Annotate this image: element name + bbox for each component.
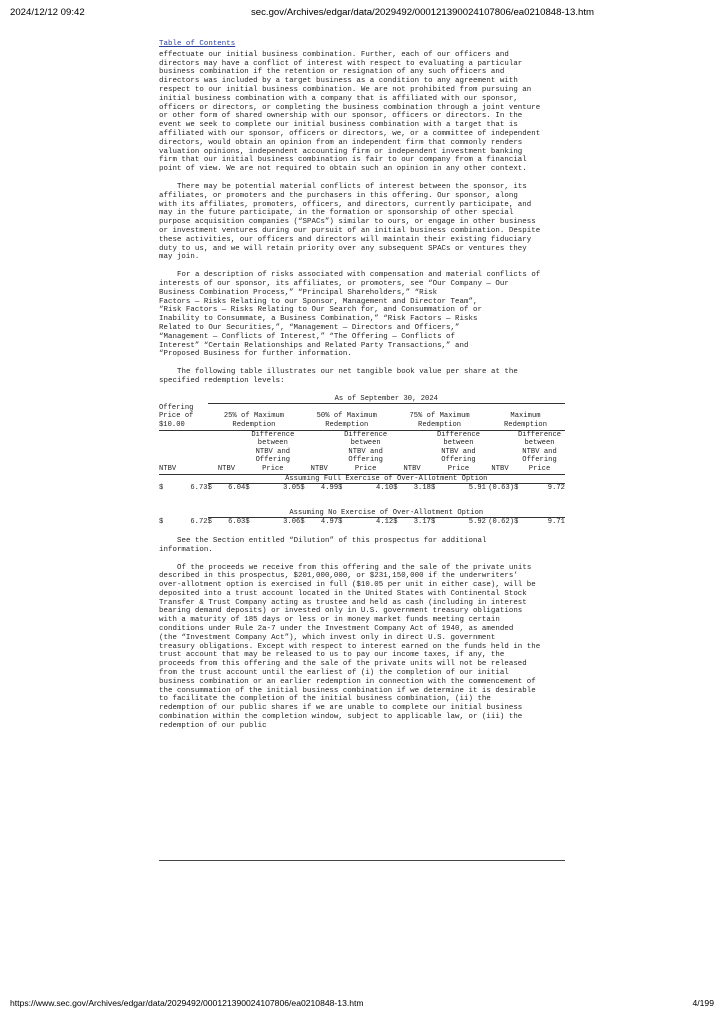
table-col-ntbv: NTBV <box>393 430 431 474</box>
currency-sign: $ <box>300 484 305 493</box>
table-col-difference: Difference between NTBV and Offering Price <box>338 430 393 474</box>
browser-print-footer <box>10 998 714 1008</box>
table-col-ntbv: NTBV <box>159 430 208 474</box>
currency-sign: $ <box>207 484 212 493</box>
table-cell: 6.03 <box>228 518 246 527</box>
paragraph-trust-account: Of the proceeds we receive from this offering and the sale of the private units described in this prospectus, $201,000,000, or $231,150,000 if the underwriters’ over-allotment option is exercised in full ($10.05 per unit in either case), will be deposited into a trust account located in the United States with Continental Stock Transfer & Trust Company acting as trustee and held as cash (including in interest bearing demand deposits) or invested only in U.S. government treasury obligations with a maturity of 185 days or less or in money market funds meeting certain conditions under Rule 2a-7 under the Investment Company Act of 1940, as amended (the “Investment Company Act”), which invest only in direct U.S. government treasury obligations. Except with respect to interest earned on the funds held in the trust account that may be released to us to pay our income taxes, if any, the proceeds from this offering and the sale of the private units will not be released from the trust account until the earliest of (i) the completion of our initial business combination or an earlier redemption in connection with the commencement of the consummation of the initial business combination if we determine it is desirable to facilitate the completion of the initial business combination, (ii) the redemption of our public shares if we are unable to complete our initial business combination within the completion window, subject to applicable law, or (iii) the redemption of our public <box>159 563 541 730</box>
currency-sign: $ <box>245 484 250 493</box>
table-cell: 6.73 <box>190 484 208 493</box>
table-col-ntbv: NTBV <box>300 430 338 474</box>
table-row-no-exercise <box>159 518 565 527</box>
page-bottom-rule <box>159 860 565 861</box>
table-offering-price: Offering Price of $10.00 <box>159 404 208 430</box>
paragraph-dilution-ref: See the Section entitled “Dilution” of this prospectus for additional information. <box>159 536 487 554</box>
table-row-full-exercise <box>159 484 565 493</box>
currency-sign: $ <box>393 484 398 493</box>
table-cell: 5.91 <box>468 484 486 493</box>
table-cell: 6.04 <box>228 484 246 493</box>
ntbv-table <box>159 395 565 527</box>
table-cell: 4.99 <box>320 484 339 493</box>
table-cell: (0.63) <box>488 484 515 493</box>
paragraph-risk-description: For a description of risks associated with compensation and material conflicts of interests of our sponsor, its affiliates, or promoters, see “Our Company — Our Business Combination Process,” “Principal Shareholders,” “Risk Factors — Risks Relating to our Sponsor, Management and Director Team”, “Risk Factors — Risks Relating to Our Search for, and Consummation of or Inability to Consummate, a Business Combination,” “Risk Factors — Risks Related to Our Securities,”, “Management — Directors and Officers,” “Management — Conflicts of Interest,” “The Offering — Conflicts of Interest” “Certain Relationships and Related Party Transactions,” and “Proposed Business for further information. <box>159 271 541 359</box>
table-cell: 3.06 <box>283 518 301 527</box>
table-cell: 3.05 <box>283 484 301 493</box>
table-group-75: 75% of Maximum Redemption <box>393 404 486 430</box>
table-cell: 6.72 <box>190 518 208 527</box>
currency-sign: $ <box>393 518 398 527</box>
document-page <box>159 40 565 740</box>
table-group-max: Maximum Redemption <box>486 404 565 430</box>
currency-sign: $ <box>245 518 250 527</box>
table-section-no-exercise: Assuming No Exercise of Over-Allotment Option <box>208 509 565 518</box>
footer-page-number: 4/199 <box>692 998 714 1008</box>
currency-sign: $ <box>159 518 164 527</box>
table-cell: 3.17 <box>413 518 431 527</box>
currency-sign: $ <box>338 484 343 493</box>
currency-sign: $ <box>207 518 212 527</box>
table-cell: 9.72 <box>547 484 565 493</box>
currency-sign: $ <box>430 518 436 527</box>
table-cell: 9.71 <box>547 518 565 527</box>
table-col-ntbv: NTBV <box>486 430 514 474</box>
table-col-difference: Difference between NTBV and Offering Price <box>431 430 486 474</box>
currency-sign: $ <box>514 484 519 493</box>
table-col-ntbv: NTBV <box>208 430 246 474</box>
currency-sign: $ <box>514 518 519 527</box>
currency-sign: $ <box>430 484 436 493</box>
table-group-25: 25% of Maximum Redemption <box>208 404 301 430</box>
table-cell: (0.62) <box>488 518 515 527</box>
table-cell: 4.12 <box>375 518 394 527</box>
table-col-difference: Difference between NTBV and Offering Price <box>514 430 565 474</box>
print-datetime: 2024/12/12 09:42 <box>10 7 85 18</box>
table-cell: 4.10 <box>375 484 394 493</box>
table-section-full-exercise: Assuming Full Exercise of Over-Allotment Option <box>208 474 565 484</box>
paragraph-potential-conflicts: There may be potential material conflicts of interest between the sponsor, its affiliates, or promoters and the purchasers in this offering. Our sponsor, along with its affiliates, promoters, officers, and directors, currently participate, and may in the future participate, in the formation or sponsorship of other special purpose acquisition companies (“SPACs”) similar to ours, or engage in other business or investment ventures during our pursuit of an initial business combination. Despite these activities, our officers and directors will maintain their existing fiduciary duty to us, and we will retain priority over any subsequent SPACs or ventures they may join. <box>159 182 541 262</box>
footer-url: https://www.sec.gov/Archives/edgar/data/2029492/000121390024107806/ea0210848-13.htm <box>10 998 364 1008</box>
table-of-contents-link[interactable]: Table of Contents <box>159 40 236 48</box>
paragraph-table-intro: The following table illustrates our net tangible book value per share at the specified redemption levels: <box>159 368 518 385</box>
table-group-50: 50% of Maximum Redemption <box>300 404 393 430</box>
table-cell: 5.92 <box>468 518 486 527</box>
table-as-of: As of September 30, 2024 <box>208 395 565 404</box>
table-cell: 4.97 <box>320 518 339 527</box>
currency-sign: $ <box>300 518 305 527</box>
currency-sign: $ <box>159 484 164 493</box>
print-url: sec.gov/Archives/edgar/data/2029492/000121390024107806/ea0210848-13.htm <box>251 7 594 18</box>
table-cell: 3.18 <box>413 484 431 493</box>
table-col-difference: Difference between NTBV and Offering Price <box>245 430 300 474</box>
paragraph-conflicts: effectuate our initial business combination. Further, each of our officers and directors may have a conflict of interest with respect to evaluating a particular business combination if the retention or resignation of any such officers and directors was included by a target business as a condition to any agreement with respect to our initial business combination. We are not prohibited from pursuing an initial business combination with a company that is affiliated with our sponsor, officers or directors, or completing the business combination through a joint venture or other form of shared ownership with our sponsor, officers or directors. In the event we seek to complete our initial business combination with a target that is affiliated with our sponsor, officers or directors, we, or a committee of independent directors, would obtain an opinion from an independent firm that commonly renders valuation opinions, independent accounting firm or independent investment banking firm that our initial business combination is fair to our company from a financial point of view. We are not required to obtain such an opinion in any other context. <box>159 50 541 174</box>
currency-sign: $ <box>338 518 343 527</box>
